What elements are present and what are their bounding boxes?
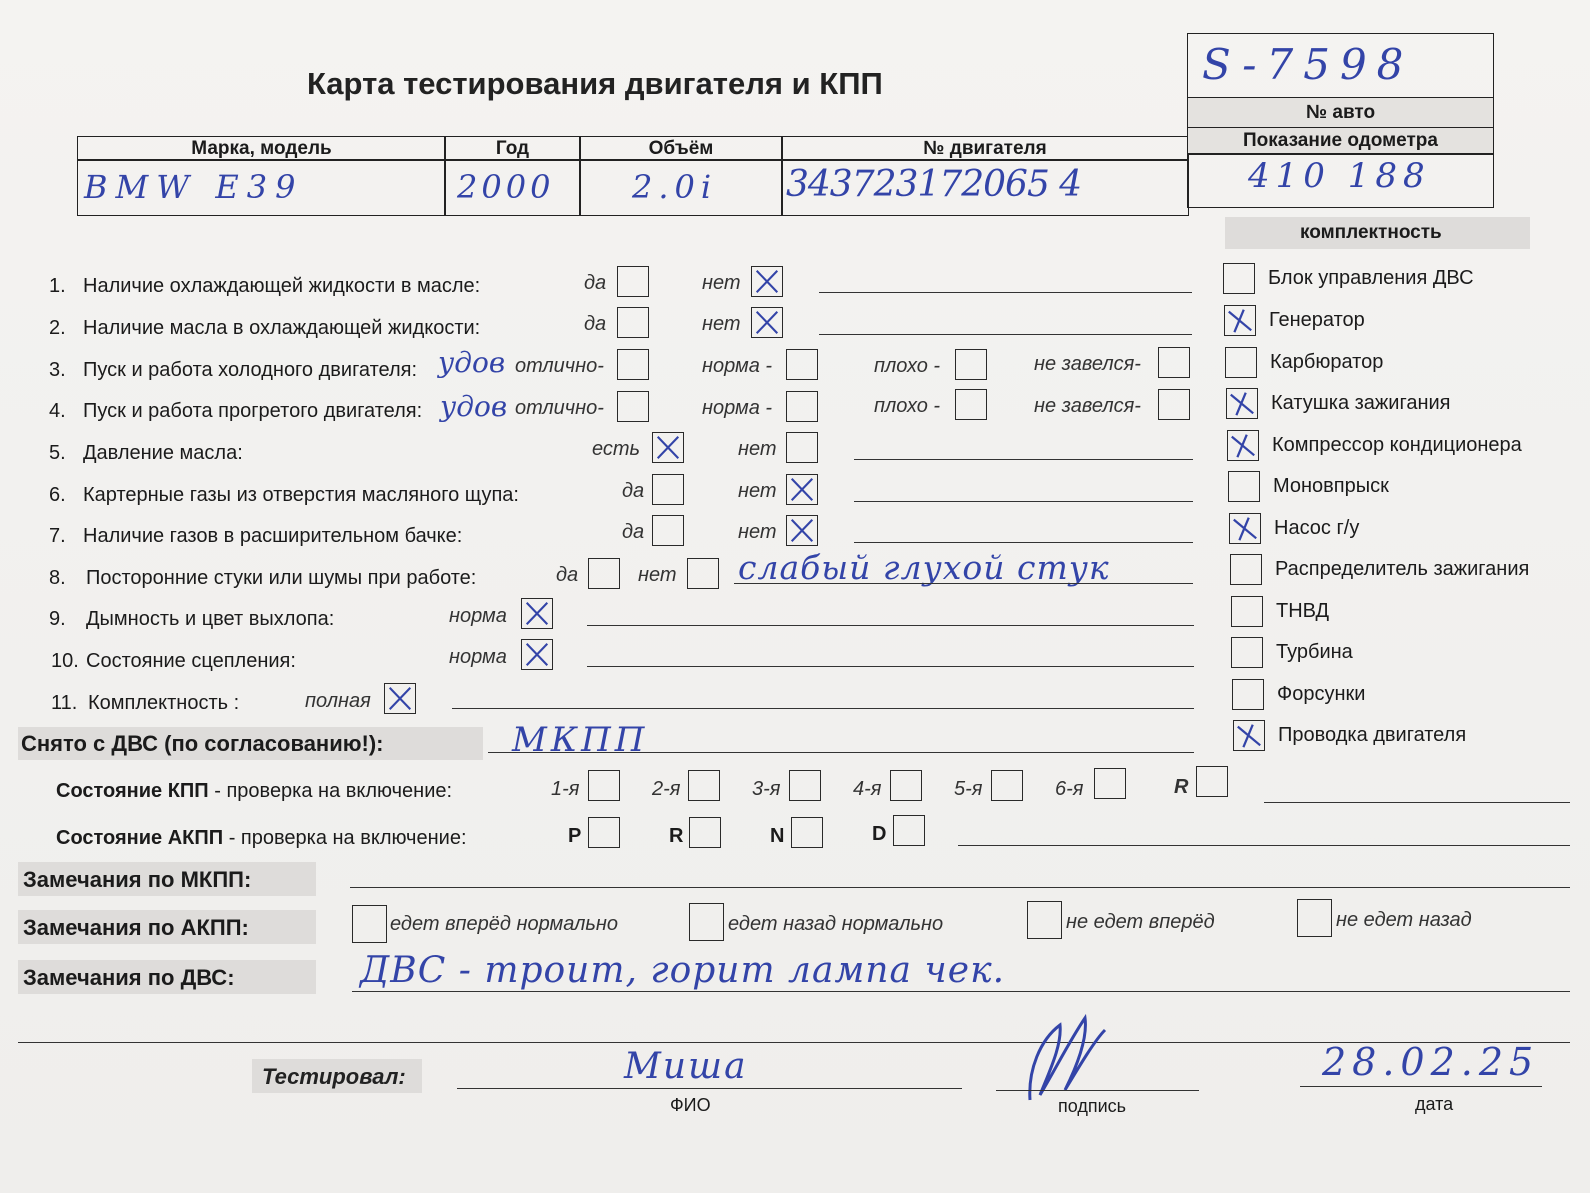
q4-opt-no-start: не завелся-	[1034, 395, 1141, 417]
q8-yes-checkbox[interactable]	[588, 558, 620, 589]
q5-note-line	[854, 459, 1193, 460]
q4-text: Пуск и работа прогретого двигателя:	[83, 400, 423, 422]
q11-note-line	[452, 708, 1194, 709]
kit-item-checkbox[interactable]	[1230, 554, 1262, 585]
kit-item-label: ТНВД	[1276, 600, 1330, 622]
q11-number: 11.	[51, 692, 78, 714]
kit-item-label: Генератор	[1269, 309, 1365, 331]
q10-note-line	[587, 666, 1194, 667]
q9-note-line	[587, 625, 1194, 626]
kit-item-label: Турбина	[1276, 641, 1353, 663]
q1-opt-no: нет	[702, 272, 741, 294]
kpp-gear-6-checkbox[interactable]	[1094, 768, 1126, 799]
akpp-no-backward-label: не едет назад	[1336, 909, 1472, 931]
q1-yes-checkbox[interactable]	[617, 266, 649, 297]
q3-excellent-checkbox[interactable]	[617, 349, 649, 380]
q2-number: 2.	[49, 317, 66, 339]
q3-opt-no-start: не завелся-	[1034, 353, 1141, 375]
kpp-gear-6-label: 6-я	[1055, 778, 1084, 800]
tested-label: Тестировал:	[262, 1064, 406, 1089]
kit-item-checkbox[interactable]	[1224, 305, 1256, 336]
q3-normal-checkbox[interactable]	[786, 349, 818, 380]
q8-no-checkbox[interactable]	[687, 558, 719, 589]
auto-number-cell	[1187, 33, 1494, 99]
remarks-mkpp-label: Замечания по МКПП:	[23, 867, 252, 892]
akpp-backward-ok-checkbox[interactable]	[689, 903, 724, 941]
q1-number: 1.	[49, 275, 66, 297]
q8-opt-no: нет	[638, 564, 677, 586]
kit-item-checkbox[interactable]	[1226, 388, 1258, 419]
signature-mark	[1000, 1000, 1140, 1110]
kit-item-label: Катушка зажигания	[1271, 392, 1451, 414]
value-model-cell	[77, 159, 446, 216]
q8-text: Посторонние стуки или шумы при работе:	[86, 567, 477, 589]
q5-text: Давление масла:	[83, 442, 243, 464]
q5-opt-no: нет	[738, 438, 777, 460]
q10-number: 10.	[51, 650, 79, 672]
q4-bad-checkbox[interactable]	[955, 389, 987, 420]
signature-line	[996, 1090, 1199, 1091]
kit-item-checkbox[interactable]	[1225, 347, 1257, 378]
kpp-gear-2-label: 2-я	[652, 778, 681, 800]
kpp-gear-4-label: 4-я	[853, 778, 882, 800]
fio-line	[457, 1088, 962, 1089]
q6-yes-checkbox[interactable]	[652, 474, 684, 505]
q6-no-checkbox[interactable]	[786, 474, 818, 505]
kpp-gear-r-label: R	[1174, 776, 1189, 798]
value-engine-number-cell	[781, 159, 1189, 216]
q8-handwritten: слабый глухой стук	[738, 548, 1110, 587]
kpp-gear-4-checkbox[interactable]	[890, 770, 922, 801]
kpp-gear-1-label: 1-я	[551, 778, 580, 800]
value-year-cell	[444, 159, 581, 216]
col-header-model: Марка, модель	[77, 136, 446, 161]
auto-number-label-cell	[1187, 97, 1494, 129]
q1-no-checkbox[interactable]	[751, 266, 783, 297]
signature-caption: подпись	[1058, 1096, 1127, 1116]
kit-item-label: Компрессор кондиционера	[1272, 434, 1522, 456]
q1-opt-yes: да	[584, 272, 607, 294]
kit-item-label: Насос г/у	[1274, 517, 1360, 539]
value-odometer: 410 188	[1248, 156, 1431, 196]
q2-note-line	[819, 334, 1192, 335]
fio-caption: ФИО	[670, 1095, 711, 1115]
q9-number: 9.	[49, 608, 66, 630]
value-volume-cell	[579, 159, 783, 216]
q2-opt-yes: да	[584, 313, 607, 335]
value-year: 2000	[457, 168, 555, 206]
q6-text: Картерные газы из отверстия масляного щупа:	[83, 484, 519, 506]
q11-text: Комплектность :	[88, 692, 240, 714]
akpp-no-backward-checkbox[interactable]	[1297, 899, 1332, 937]
q3-text: Пуск и работа холодного двигателя:	[83, 359, 418, 381]
q4-normal-checkbox[interactable]	[786, 391, 818, 422]
q3-handwritten: удов	[438, 346, 506, 379]
kit-item-label: Форсунки	[1277, 683, 1366, 705]
q8-number: 8.	[49, 567, 66, 589]
akpp-no-forward-label: не едет вперёд	[1066, 911, 1215, 933]
removed-handwritten: МКПП	[512, 720, 649, 760]
q11-full-checkbox[interactable]	[384, 683, 416, 714]
kpp-gear-3-checkbox[interactable]	[789, 770, 821, 801]
akpp-forward-ok-checkbox[interactable]	[352, 905, 387, 943]
akpp-label: Состояние АКПП - проверка на включение:	[56, 827, 467, 849]
q9-opt-normal: норма	[449, 605, 507, 627]
remarks-dvs-line	[352, 991, 1570, 992]
akpp-gear-d-checkbox[interactable]	[893, 815, 925, 846]
page-title: Карта тестирования двигателя и КПП	[307, 66, 883, 101]
kpp-note-line	[1264, 802, 1570, 803]
q4-opt-excellent: отлично-	[515, 397, 604, 419]
q6-note-line	[854, 501, 1193, 502]
kpp-gear-2-checkbox[interactable]	[688, 770, 720, 801]
kpp-gear-5-label: 5-я	[954, 778, 983, 800]
kit-item-checkbox[interactable]	[1223, 263, 1255, 294]
akpp-gear-n-label: N	[770, 825, 785, 847]
q8-note-line	[734, 583, 1193, 584]
q3-bad-checkbox[interactable]	[955, 349, 987, 380]
kpp-label: Состояние КПП - проверка на включение:	[56, 780, 453, 802]
akpp-note-line	[958, 845, 1570, 846]
remarks-mkpp-line	[350, 887, 1570, 888]
kit-item-label: Блок управления ДВС	[1268, 267, 1474, 289]
remarks-dvs-handwritten: ДВС - троит, горит лампа чек.	[360, 950, 1006, 991]
akpp-gear-r-checkbox[interactable]	[689, 817, 721, 848]
akpp-gear-n-checkbox[interactable]	[791, 817, 823, 848]
remarks-akpp-label: Замечания по АКПП:	[23, 915, 249, 940]
kit-title: комплектность	[1300, 222, 1442, 243]
q10-normal-checkbox[interactable]	[521, 639, 553, 670]
col-header-volume: Объём	[579, 136, 783, 161]
kit-item-checkbox[interactable]	[1232, 679, 1264, 710]
q7-opt-no: нет	[738, 521, 777, 543]
akpp-gear-d-label: D	[872, 823, 887, 845]
removed-line	[488, 752, 1194, 753]
kit-item-label: Проводка двигателя	[1278, 724, 1467, 746]
q2-no-checkbox[interactable]	[751, 307, 783, 338]
q5-number: 5.	[49, 442, 66, 464]
q4-opt-normal: норма -	[702, 397, 773, 419]
value-volume: 2.0i	[632, 168, 718, 206]
kit-item-checkbox[interactable]	[1231, 637, 1263, 668]
q3-no-start-checkbox[interactable]	[1158, 347, 1190, 378]
kpp-gear-3-label: 3-я	[752, 778, 781, 800]
q8-opt-yes: да	[556, 564, 579, 586]
value-model: BMW E39	[84, 168, 304, 206]
q4-no-start-checkbox[interactable]	[1158, 389, 1190, 420]
akpp-forward-ok-label: едет вперёд нормально	[390, 913, 619, 935]
q5-opt-yes: есть	[592, 438, 641, 460]
removed-label: Снято с ДВС (по согласованию!):	[21, 731, 384, 756]
q7-yes-checkbox[interactable]	[652, 515, 684, 546]
q11-opt-full: полная	[305, 690, 371, 712]
kit-item-label: Распределитель зажигания	[1275, 558, 1530, 580]
q7-opt-yes: да	[622, 521, 645, 543]
date-caption: дата	[1415, 1094, 1454, 1114]
col-header-year: Год	[444, 136, 581, 161]
q6-opt-no: нет	[738, 480, 777, 502]
q3-number: 3.	[49, 359, 66, 381]
auto-number-value: S-7598	[1202, 40, 1414, 89]
remarks-dvs-label: Замечания по ДВС:	[23, 965, 235, 990]
q7-number: 7.	[49, 525, 66, 547]
q6-number: 6.	[49, 484, 66, 506]
value-engine-number: 343723172065 4	[786, 164, 1082, 205]
q4-opt-bad: плохо -	[874, 395, 941, 417]
kit-item-label: Моновпрыск	[1273, 475, 1389, 497]
kit-item-label: Карбюратор	[1270, 351, 1384, 373]
akpp-gear-p-label: P	[568, 825, 582, 847]
kpp-gear-1-checkbox[interactable]	[588, 770, 620, 801]
tester-name-handwritten: Миша	[624, 1046, 748, 1087]
col-header-odometer: Показание одометра	[1187, 127, 1494, 155]
q5-yes-checkbox[interactable]	[652, 432, 684, 463]
kit-item-checkbox[interactable]	[1229, 513, 1261, 544]
q1-note-line	[819, 292, 1192, 293]
akpp-gear-p-checkbox[interactable]	[588, 817, 620, 848]
q2-text: Наличие масла в охлаждающей жидкости:	[83, 317, 481, 339]
q9-text: Дымность и цвет выхлопа:	[86, 608, 335, 630]
q7-note-line	[854, 542, 1193, 543]
q10-opt-normal: норма	[449, 646, 507, 668]
q7-text: Наличие газов в расширительном бачке:	[83, 525, 463, 547]
kpp-gear-r-checkbox[interactable]	[1196, 766, 1228, 797]
q1-text: Наличие охлаждающей жидкости в масле:	[83, 275, 481, 297]
akpp-backward-ok-label: едет назад нормально	[728, 913, 944, 935]
q4-number: 4.	[49, 400, 66, 422]
q2-yes-checkbox[interactable]	[617, 307, 649, 338]
col-header-engine-number: № двигателя	[781, 136, 1189, 161]
q2-opt-no: нет	[702, 313, 741, 335]
kit-item-checkbox[interactable]	[1228, 471, 1260, 502]
q7-no-checkbox[interactable]	[786, 515, 818, 546]
q3-opt-bad: плохо -	[874, 355, 941, 377]
auto-number-label: № авто	[1305, 102, 1376, 123]
kit-item-checkbox[interactable]	[1233, 720, 1265, 751]
q10-text: Состояние сцепления:	[86, 650, 296, 672]
q5-no-checkbox[interactable]	[786, 432, 818, 463]
kit-item-checkbox[interactable]	[1227, 430, 1259, 461]
q6-opt-yes: да	[622, 480, 645, 502]
akpp-no-forward-checkbox[interactable]	[1027, 901, 1062, 939]
kpp-gear-5-checkbox[interactable]	[991, 770, 1023, 801]
date-handwritten: 28.02.25	[1322, 1040, 1540, 1084]
q3-opt-excellent: отлично-	[515, 355, 604, 377]
q9-normal-checkbox[interactable]	[521, 598, 553, 629]
q4-excellent-checkbox[interactable]	[617, 391, 649, 422]
q3-opt-normal: норма -	[702, 355, 773, 377]
date-line	[1300, 1086, 1542, 1087]
akpp-gear-r-label: R	[669, 825, 684, 847]
q4-handwritten: удов	[440, 390, 508, 423]
kit-item-checkbox[interactable]	[1231, 596, 1263, 627]
value-odometer-cell	[1187, 153, 1494, 208]
